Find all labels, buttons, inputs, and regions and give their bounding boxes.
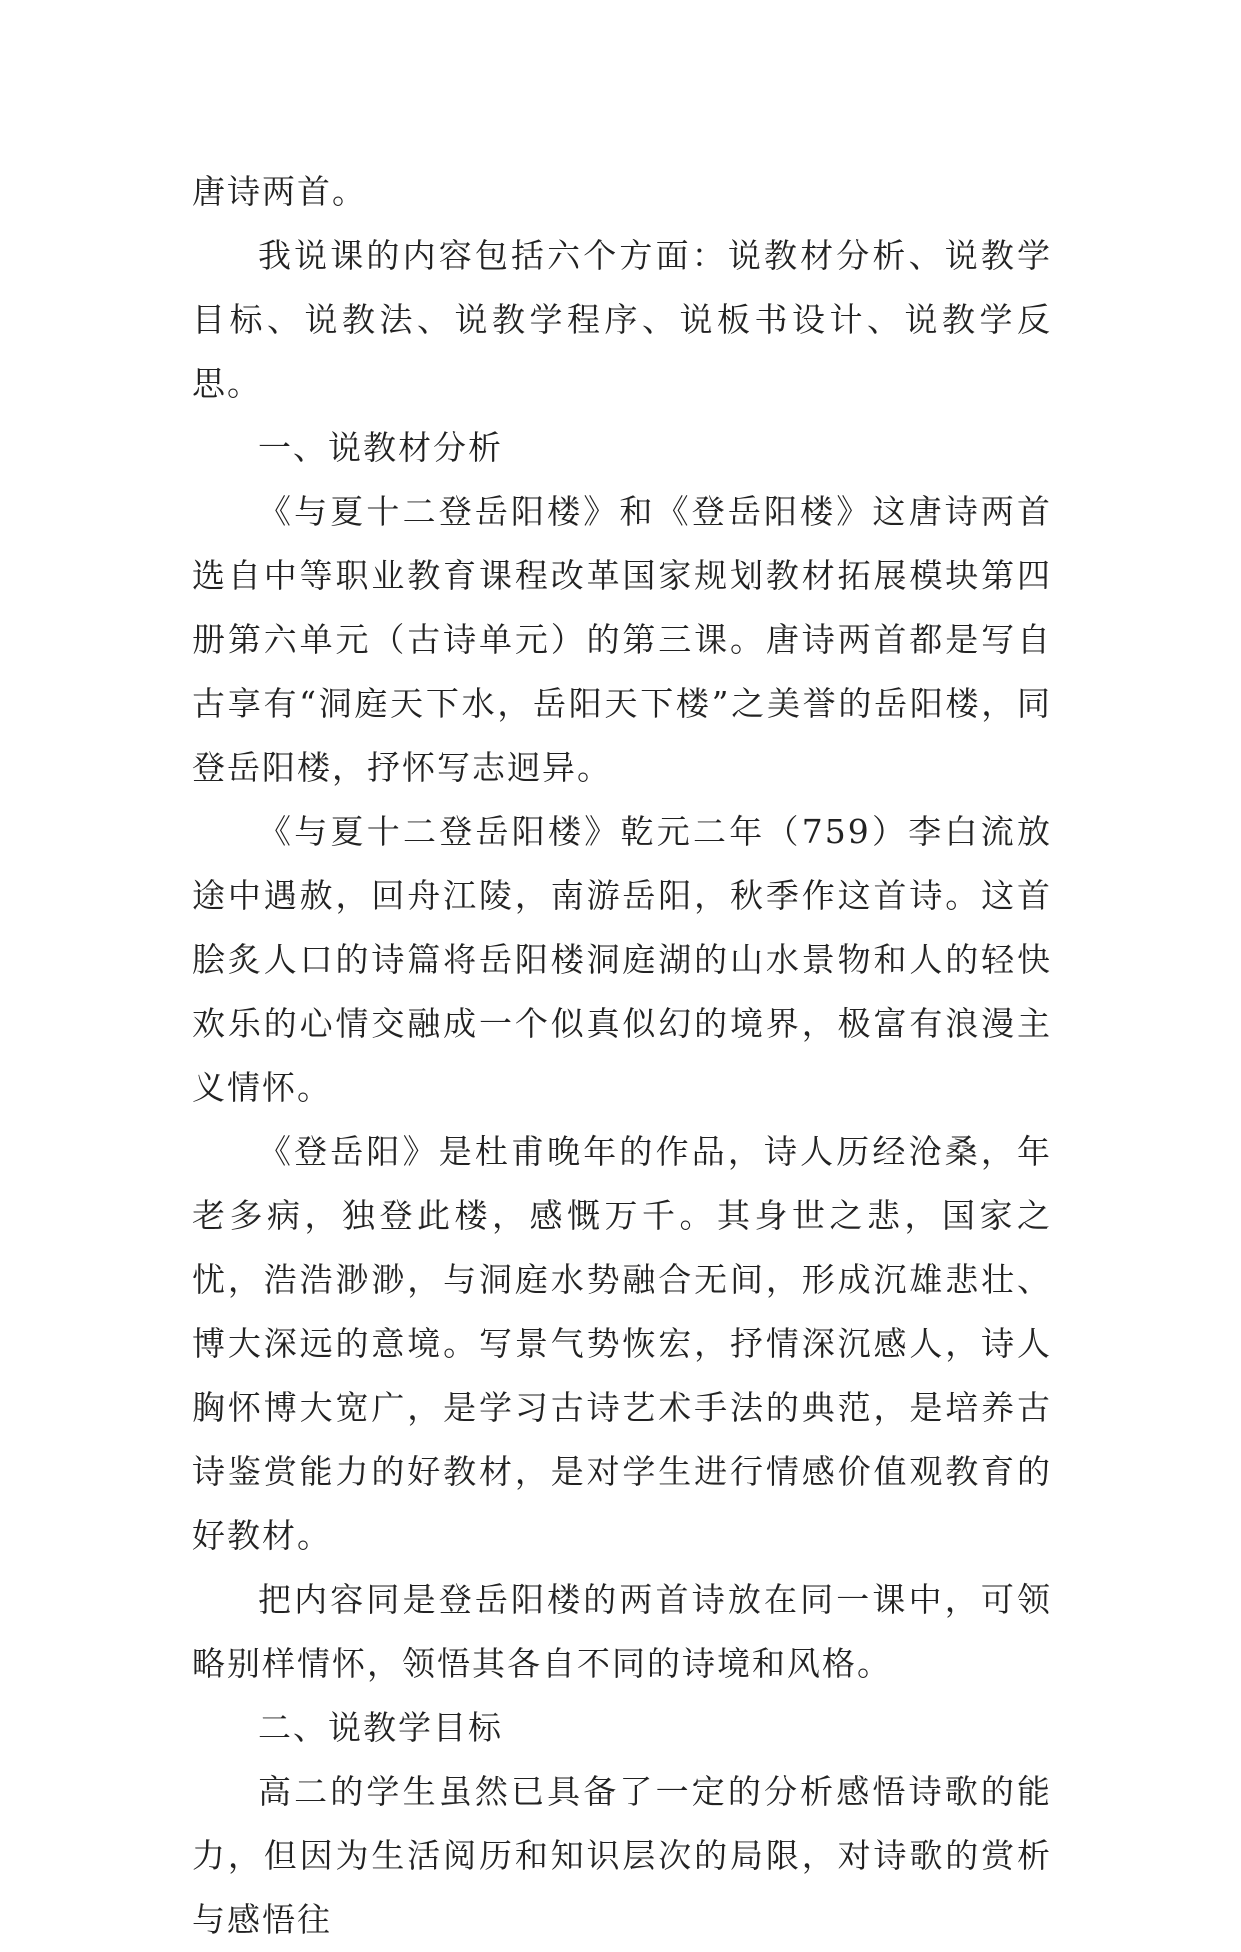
paragraph-li-bai-poem: 《与夏十二登岳阳楼》乾元二年（759）李白流放途中遇赦，回舟江陵，南游岳阳，秋季作这首诗。这首脍炙人口的诗篇将岳阳楼洞庭湖的山水景物和人的轻快欢乐的心情交融成一个似真似幻的境界，极富有浪漫主义情怀。 <box>192 812 1052 1107</box>
section-heading-textbook-analysis: 一、说教材分析 <box>258 428 503 467</box>
body-text <box>192 160 1052 1952</box>
paragraph-overview: 我说课的内容包括六个方面：说教材分析、说教学目标、说教法、说教学程序、说板书设计、说教学反思。 <box>192 236 1052 403</box>
paragraph-du-fu-poem: 《登岳阳》是杜甫晚年的作品，诗人历经沧桑，年老多病，独登此楼，感慨万千。其身世之悲，国家之忧，浩浩渺渺，与洞庭水势融合无间，形成沉雄悲壮、博大深远的意境。写景气势恢宏，抒情深沉感人，诗人胸怀博大宽广，是学习古诗艺术手法的典范，是培养古诗鉴赏能力的好教材，是对学生进行情感价值观教育的好教材。 <box>192 1132 1052 1555</box>
section-heading-teaching-goals: 二、说教学目标 <box>258 1708 503 1747</box>
paragraph-textbook-source: 《与夏十二登岳阳楼》和《登岳阳楼》这唐诗两首选自中等职业教育课程改革国家规划教材拓展模块第四册第六单元（古诗单元）的第三课。唐诗两首都是写自古享有“洞庭天下水，岳阳天下楼”之美誉的岳阳楼，同登岳阳楼，抒怀写志迥异。 <box>192 492 1052 787</box>
paragraph-comparison: 把内容同是登岳阳楼的两首诗放在同一课中，可领略别样情怀，领悟其各自不同的诗境和风格。 <box>192 1580 1052 1683</box>
paragraph-student-analysis: 高二的学生虽然已具备了一定的分析感悟诗歌的能力，但因为生活阅历和知识层次的局限，对诗歌的赏析与感悟往 <box>192 1772 1052 1939</box>
paragraph-intro-tail: 唐诗两首。 <box>192 172 367 211</box>
